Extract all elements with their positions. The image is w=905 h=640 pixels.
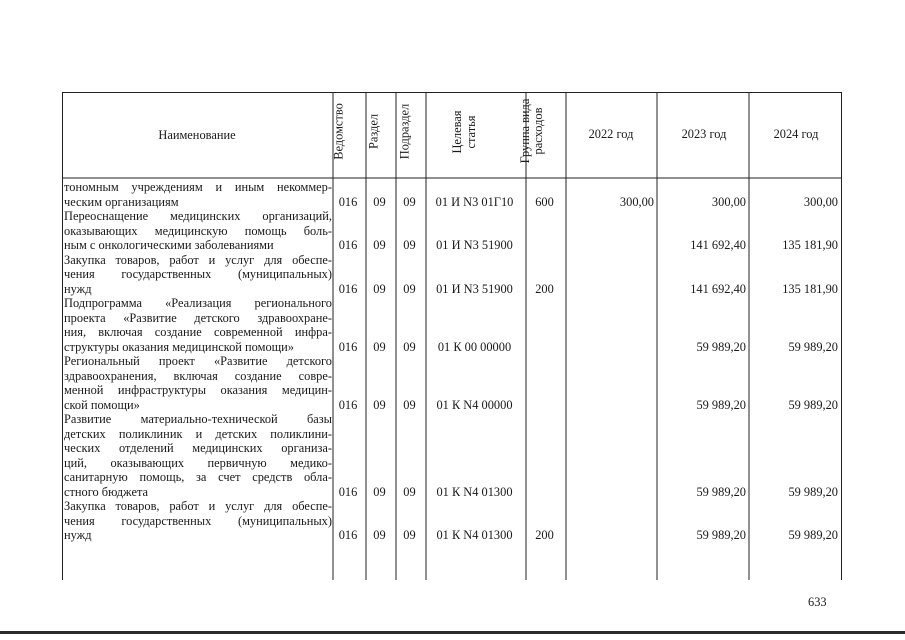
cell-2024: 59 989,20 [788, 484, 838, 499]
header-name: Наименование [158, 128, 236, 142]
cell-2024: 135 181,90 [782, 238, 838, 252]
row-name-line: ния, включая создание современной инфра- [64, 325, 332, 339]
row-name-line: ческим организациям [64, 194, 179, 209]
row-name-line: оказывающих медицинскую помощь боль- [64, 223, 332, 238]
row-name [64, 180, 332, 209]
cell-exp-type: 200 [535, 281, 554, 296]
cell-2024: 59 989,20 [788, 397, 838, 412]
cell-dept: 016 [338, 528, 358, 542]
cell-target: 01 К N4 00000 [436, 397, 513, 412]
cell-dept: 016 [338, 397, 358, 412]
row-name [64, 253, 332, 297]
cell-dept: 016 [338, 339, 358, 354]
header-target [450, 92, 478, 172]
scan-bottom-edge [0, 631, 905, 634]
cell-target: 01 К 00 00000 [437, 339, 512, 354]
cell-section: 09 [373, 339, 386, 354]
header-exp-type-line1: Группа вида [518, 98, 532, 164]
row-name-line: Региональный проект «Развитие детского [64, 354, 332, 368]
header-target-line1: Целевая [450, 110, 464, 154]
cell-exp-type: 600 [535, 194, 554, 209]
budget-table [62, 92, 842, 580]
cell-target: 01 К N4 01300 [436, 528, 513, 542]
cell-section: 09 [373, 194, 386, 209]
cell-2023: 59 989,20 [696, 339, 746, 354]
cell-2023: 59 989,20 [696, 528, 746, 542]
cell-2023: 300,00 [711, 194, 746, 209]
cell-2024: 135 181,90 [782, 281, 838, 296]
row-name-line: проекта «Развитие детского здравоохране- [64, 310, 332, 325]
row-name-line: структуры оказания медицинской помощи» [64, 339, 295, 354]
row-name-line: Переоснащение медицинских организаций, [64, 209, 332, 223]
cell-subsection: 09 [403, 238, 416, 252]
row-name-line: Подпрограмма «Реализация регионального [64, 296, 332, 310]
cell-dept: 016 [338, 194, 358, 209]
header-2023: 2023 год [681, 127, 727, 141]
row-name-line: здравоохранения, включая создание совре- [64, 368, 332, 383]
cell-dept: 016 [338, 281, 358, 296]
header-exp-type-line2: расходов [531, 107, 545, 155]
row-name [64, 354, 332, 412]
cell-subsection: 09 [403, 397, 416, 412]
row-name-line: ций, оказывающих первичную медико- [64, 455, 332, 470]
page-number: 633 [808, 595, 827, 609]
cell-target: 01 И N3 51900 [436, 281, 513, 296]
cell-2023: 59 989,20 [696, 484, 746, 499]
row-name-line: тономным учреждениям и иным некоммер- [64, 180, 332, 194]
row-name-line: стного бюджета [64, 484, 149, 499]
row-name [64, 209, 332, 253]
cell-dept: 016 [338, 238, 358, 252]
row-name-line: нужд [64, 528, 92, 542]
row-name-line: ской помощи» [64, 397, 140, 412]
row-name-line: ным с онкологическими заболеваниями [64, 238, 274, 252]
row-name-line: санитарную помощь, за счет средств обла- [64, 470, 332, 484]
cell-2024: 59 989,20 [788, 528, 838, 542]
header-section: Раздел [366, 113, 381, 150]
row-name-line: менной инфраструктуры оказания медицин- [64, 383, 332, 397]
cell-section: 09 [373, 484, 386, 499]
cell-target: 01 И N3 01Г10 [435, 194, 514, 209]
cell-dept: 016 [338, 484, 358, 499]
cell-2024: 59 989,20 [788, 339, 838, 354]
cell-section: 09 [373, 238, 386, 252]
cell-subsection: 09 [403, 281, 416, 296]
row-name-line: чения государственных (муниципальных) [64, 513, 332, 528]
cell-2023: 141 692,40 [690, 238, 746, 252]
cell-target: 01 И N3 51900 [436, 238, 513, 252]
cell-subsection: 09 [403, 194, 416, 209]
row-name-line: чения государственных (муниципальных) [64, 267, 332, 281]
cell-2023: 141 692,40 [690, 281, 746, 296]
cell-subsection: 09 [403, 339, 416, 354]
row-name-line: Закупка товаров, работ и услуг для обеспе- [64, 252, 332, 267]
cell-2022: 300,00 [619, 194, 654, 209]
cell-section: 09 [373, 281, 386, 296]
row-name-line: ческих отделений медицинских организа- [64, 441, 332, 455]
row-name [64, 499, 332, 543]
cell-2023: 59 989,20 [696, 397, 746, 412]
header-2022: 2022 год [588, 127, 634, 141]
row-name [64, 412, 332, 499]
header-exp-type [519, 86, 545, 176]
row-name-line: нужд [64, 281, 92, 296]
header-target-line2: статья [464, 115, 478, 149]
cell-subsection: 09 [403, 528, 416, 542]
cell-2024: 300,00 [803, 194, 838, 209]
cell-target: 01 К N4 01300 [436, 484, 513, 499]
header-2024: 2024 год [773, 127, 819, 141]
header-subsection: Подраздел [397, 103, 412, 160]
cell-section: 09 [373, 397, 386, 412]
row-name-line: Развитие материально-технической базы [64, 412, 332, 426]
cell-subsection: 09 [403, 484, 416, 499]
header-dept: Ведомство [331, 103, 346, 160]
cell-section: 09 [373, 528, 386, 542]
row-name-line: детских поликлиник и детских поликлини- [64, 426, 332, 441]
row-name [64, 296, 332, 354]
row-name-line: Закупка товаров, работ и услуг для обеспе- [64, 499, 332, 513]
cell-exp-type: 200 [535, 528, 554, 542]
